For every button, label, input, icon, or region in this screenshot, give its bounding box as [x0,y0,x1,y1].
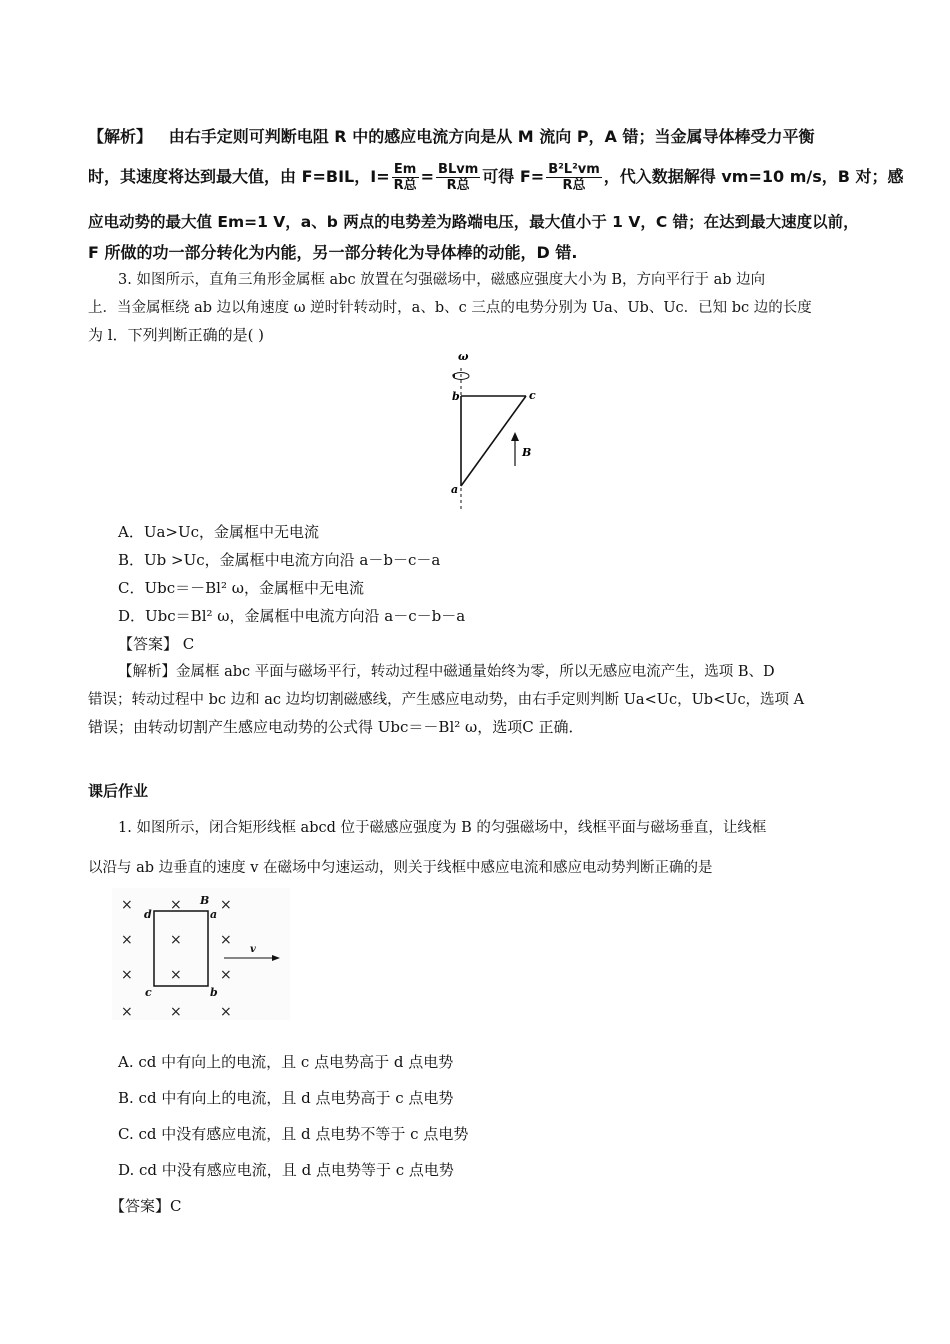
field-b-label: B [522,446,532,459]
field-arrowhead-icon [511,432,519,441]
analysis-label: 【解析】 [88,127,153,146]
analysis-text-1: 由右手定则可判断电阻 R 中的感应电流方向是从 M 流向 P，A 错；当金属导体棒受力平衡 [168,127,815,146]
hw-q1-line-2: 以沿与 ab 边垂直的速度 v 在磁场中匀速运动，则关于线框中感应电流和感应电动势判断正确的是 [88,860,713,876]
field-cross: × [170,967,182,983]
field-cross: × [170,932,182,948]
field-cross: × [220,897,232,913]
hw-option-c: C. cd 中没有感应电流，且 d 点电势不等于 c 点电势 [118,1125,469,1143]
analysis-line-2: 时，其速度将达到最大值，由 F=BIL，I= $\frac{Em}{\text{R总}}$ = $\frac{\text{BLvm}}{\text{R总}}$ 可得 F= $\frac{\text{B²L²vm}}{\text{R总}}$ ，代入数据解得 vm=10 m/s，B 对；感 [88,162,904,193]
field-b-label: B [200,894,210,907]
q3-option-a: A．Ua>Uc，金属框中无电流 [118,523,320,541]
hw-option-a: A. cd 中有向上的电流，且 c 点电势高于 d 点电势 [118,1053,454,1071]
corner-c-label: c [145,986,152,999]
analysis-text-2c: ，代入数据解得 vm=10 m/s，B 对；感 [603,167,904,186]
q3-option-b: B．Ub >Uc，金属框中电流方向沿 a－b－c－a [118,551,441,569]
hw-option-b: B. cd 中有向上的电流，且 d 点电势高于 c 点电势 [118,1089,454,1107]
corner-b-label: b [210,986,218,999]
vertex-b-label: b [452,390,460,403]
omega-label: ω [458,350,469,363]
hw-option-d: D. cd 中没有感应电流，且 d 点电势等于 c 点电势 [118,1161,454,1179]
triangle-figure [440,348,550,516]
fraction-b2l2v-r: $\frac{\text{B²L²vm}}{\text{R总}}$ [548,162,600,193]
vertex-c-label: c [529,389,536,402]
corner-a-label: a [210,908,218,921]
field-cross: × [170,897,182,913]
loop-figure [112,888,290,1020]
q3-analysis-3: 错误；由转动切割产生感应电动势的公式得 Ubc＝－Bl² ω，选项C 正确． [88,718,584,736]
field-cross: × [170,1004,182,1020]
analysis-line-4: F 所做的功一部分转化为内能，另一部分转化为导体棒的动能，D 错. [88,243,578,262]
q3-line-3: 为 l．下列判断正确的是( ) [88,326,265,344]
velocity-v-label: v [250,944,256,955]
q3-analysis-1: 【解析】金属框 abc 平面与磁场平行，转动过程中磁通量始终为零，所以无感应电流产生，选项 B、D [118,664,775,680]
fraction-em-r: $\frac{Em}{\text{R总}}$ [393,162,417,193]
hw-answer: 【答案】C [110,1197,182,1215]
field-cross: × [121,1004,133,1020]
vertex-a-label: a [451,483,459,496]
field-cross: × [121,967,133,983]
q3-analysis-2: 错误；转动过程中 bc 边和 ac 边均切割磁感线，产生感应电动势，由右手定则判断 Ua<Uc，Ub<Uc，选项 A [88,692,805,708]
field-cross: × [220,967,232,983]
field-cross: × [121,932,133,948]
corner-d-label: d [144,908,152,921]
field-cross: × [121,897,133,913]
homework-title: 课后作业 [88,782,149,800]
q3-option-c: C．Ubc＝－Bl² ω，金属框中无电流 [118,579,364,597]
analysis-text-2a: 时，其速度将达到最大值，由 F=BIL，I= [88,167,390,186]
q3-line-1: 3. 如图所示，直角三角形金属框 abc 放置在匀强磁场中，磁感应强度大小为 B，方向平行于 ab 边向 [118,272,766,288]
analysis-text-2b: 可得 F= [482,167,545,186]
field-cross: × [220,1004,232,1020]
q3-option-d: D．Ubc＝Bl² ω，金属框中电流方向沿 a－c－b－a [118,607,466,625]
analysis-line-1 [88,124,815,147]
q3-line-2: 上．当金属框绕 ab 边以角速度 ω 逆时针转动时，a、b、c 三点的电势分别为 Ua、Ub、Uc．已知 bc 边的长度 [88,300,812,316]
fraction-blv-r: $\frac{\text{BLvm}}{\text{R总}}$ [438,162,479,193]
analysis-line-3: 应电动势的最大值 Em=1 V，a、b 两点的电势差为路端电压，最大值小于 1 V，C 错；在达到最大速度以前， [88,213,859,231]
hw-q1-line-1: 1. 如图所示，闭合矩形线框 abcd 位于磁感应强度为 B 的匀强磁场中，线框平面与磁场垂直，让线框 [118,820,767,836]
field-cross: × [220,932,232,948]
q3-answer: 【答案】 C [118,635,195,653]
